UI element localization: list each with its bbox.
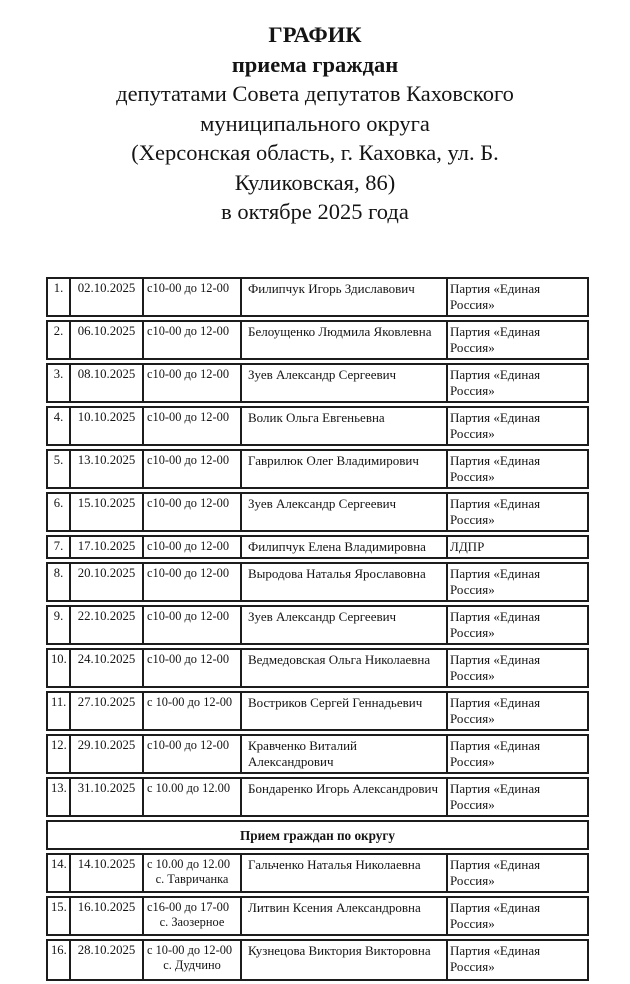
party-cell: Партия «Единая Россия»	[446, 449, 589, 489]
doc-title: ГРАФИК	[268, 22, 362, 47]
table-row	[46, 492, 589, 532]
date-cell: 14.10.2025	[69, 853, 142, 893]
row-number-cell: 4.	[46, 406, 69, 446]
party-cell: Партия «Единая Россия»	[446, 853, 589, 893]
time-cell: с10-00 до 12-00	[142, 320, 240, 360]
date-cell: 06.10.2025	[69, 320, 142, 360]
time-cell: с10-00 до 12-00	[142, 406, 240, 446]
party-cell: ЛДПР	[446, 535, 589, 559]
party-cell: Партия «Единая Россия»	[446, 320, 589, 360]
table-row	[46, 535, 589, 559]
deputy-name-cell: Зуев Александр Сергеевич	[240, 363, 446, 403]
section-header-row-group	[46, 820, 589, 850]
doc-subtitle: приема граждан	[231, 51, 399, 77]
time-cell: с 10.00 до 12.00	[142, 777, 240, 817]
doc-intro-line: Куликовская, 86)	[234, 169, 396, 195]
row-number-cell: 9.	[46, 605, 69, 645]
time-cell: с10-00 до 12-00	[142, 363, 240, 403]
time-cell	[142, 939, 240, 981]
district-schedule-rows	[46, 853, 589, 981]
table-row	[46, 406, 589, 446]
time-cell	[142, 896, 240, 936]
table-row	[46, 777, 589, 817]
row-number-cell: 11.	[46, 691, 69, 731]
time-cell: с10-00 до 12-00	[142, 492, 240, 532]
party-cell: Партия «Единая Россия»	[446, 896, 589, 936]
table-row	[46, 320, 589, 360]
deputy-name-cell: Ведмедовская Ольга Николаевна	[240, 648, 446, 688]
time-cell: с10-00 до 12-00	[142, 648, 240, 688]
row-number-cell: 12.	[46, 734, 69, 774]
time-text: с16-00 до 17-00	[147, 899, 230, 914]
row-number-cell: 13.	[46, 777, 69, 817]
deputy-name-cell: Волик Ольга Евгеньевна	[240, 406, 446, 446]
time-cell: с 10-00 до 12-00	[142, 691, 240, 731]
deputy-name-cell: Гальченко Наталья Николаевна	[240, 853, 446, 893]
table-row	[46, 277, 589, 317]
time-cell: с10-00 до 12-00	[142, 535, 240, 559]
deputy-name-cell: Востриков Сергей Геннадьевич	[240, 691, 446, 731]
row-number-cell: 6.	[46, 492, 69, 532]
time-cell: с10-00 до 12-00	[142, 605, 240, 645]
time-cell: с10-00 до 12-00	[142, 562, 240, 602]
party-cell: Партия «Единая Россия»	[446, 605, 589, 645]
time-cell: с10-00 до 12-00	[142, 734, 240, 774]
table-row	[46, 734, 589, 774]
deputy-name-cell: Зуев Александр Сергеевич	[240, 492, 446, 532]
party-cell: Партия «Единая Россия»	[446, 562, 589, 602]
row-number-cell: 8.	[46, 562, 69, 602]
row-number-cell: 1.	[46, 277, 69, 317]
doc-intro-line: (Херсонская область, г. Каховка, ул. Б.	[131, 140, 499, 165]
deputy-name-cell: Кравченко Виталий Александрович	[240, 734, 446, 774]
section-header-row	[46, 820, 589, 850]
table-row	[46, 449, 589, 489]
party-cell: Партия «Единая Россия»	[446, 363, 589, 403]
table-row	[46, 562, 589, 602]
date-cell: 16.10.2025	[69, 896, 142, 936]
row-number-cell: 14.	[46, 853, 69, 893]
document-title-block	[0, 0, 630, 227]
time-cell: с10-00 до 12-00	[142, 277, 240, 317]
time-text: с 10.00 до 12.00	[147, 856, 231, 871]
date-cell: 20.10.2025	[69, 562, 142, 602]
row-number-cell: 3.	[46, 363, 69, 403]
main-schedule-rows	[46, 277, 589, 817]
party-cell: Партия «Единая Россия»	[446, 406, 589, 446]
table-row	[46, 853, 589, 893]
time-cell	[142, 853, 240, 893]
party-cell: Партия «Единая Россия»	[446, 939, 589, 981]
row-number-cell: 2.	[46, 320, 69, 360]
deputy-name-cell: Зуев Александр Сергеевич	[240, 605, 446, 645]
date-cell: 22.10.2025	[69, 605, 142, 645]
doc-intro-line: в октябре 2025 года	[221, 199, 409, 224]
location-text: с. Заозерное	[159, 914, 225, 929]
time-cell: с10-00 до 12-00	[142, 449, 240, 489]
party-cell: Партия «Единая Россия»	[446, 734, 589, 774]
deputy-name-cell: Филипчук Елена Владимировна	[240, 535, 446, 559]
deputy-name-cell: Кузнецова Виктория Викторовна	[240, 939, 446, 981]
date-cell: 02.10.2025	[69, 277, 142, 317]
table-row	[46, 648, 589, 688]
location-text: с. Тавричанка	[155, 871, 229, 886]
date-cell: 31.10.2025	[69, 777, 142, 817]
location-text: с. Дудчино	[163, 957, 221, 972]
doc-intro-line: муниципального округа	[200, 110, 430, 136]
date-cell: 28.10.2025	[69, 939, 142, 981]
party-cell: Партия «Единая Россия»	[446, 277, 589, 317]
date-cell: 24.10.2025	[69, 648, 142, 688]
party-cell: Партия «Единая Россия»	[446, 691, 589, 731]
deputy-name-cell: Гаврилюк Олег Владимирович	[240, 449, 446, 489]
table-row	[46, 605, 589, 645]
doc-intro	[0, 79, 630, 227]
row-number-cell: 16.	[46, 939, 69, 981]
deputy-name-cell: Бондаренко Игорь Александрович	[240, 777, 446, 817]
row-number-cell: 15.	[46, 896, 69, 936]
table-row	[46, 896, 589, 936]
deputy-name-cell: Филипчук Игорь Здиславович	[240, 277, 446, 317]
row-number-cell: 7.	[46, 535, 69, 559]
deputy-name-cell: Выродова Наталья Ярославовна	[240, 562, 446, 602]
time-text: с 10-00 до 12-00	[147, 942, 233, 957]
doc-intro-line: депутатами Совета депутатов Каховского	[116, 81, 514, 106]
date-cell: 27.10.2025	[69, 691, 142, 731]
row-number-cell: 5.	[46, 449, 69, 489]
party-cell: Партия «Единая Россия»	[446, 492, 589, 532]
table-row	[46, 691, 589, 731]
row-number-cell: 10.	[46, 648, 69, 688]
date-cell: 13.10.2025	[69, 449, 142, 489]
date-cell: 08.10.2025	[69, 363, 142, 403]
date-cell: 29.10.2025	[69, 734, 142, 774]
reception-schedule-table	[46, 274, 589, 984]
date-cell: 17.10.2025	[69, 535, 142, 559]
party-cell: Партия «Единая Россия»	[446, 648, 589, 688]
table-row	[46, 939, 589, 981]
party-cell: Партия «Единая Россия»	[446, 777, 589, 817]
date-cell: 10.10.2025	[69, 406, 142, 446]
table-row	[46, 363, 589, 403]
deputy-name-cell: Литвин Ксения Александровна	[240, 896, 446, 936]
date-cell: 15.10.2025	[69, 492, 142, 532]
section-header: Прием граждан по округу	[46, 820, 589, 850]
deputy-name-cell: Белоущенко Людмила Яковлевна	[240, 320, 446, 360]
